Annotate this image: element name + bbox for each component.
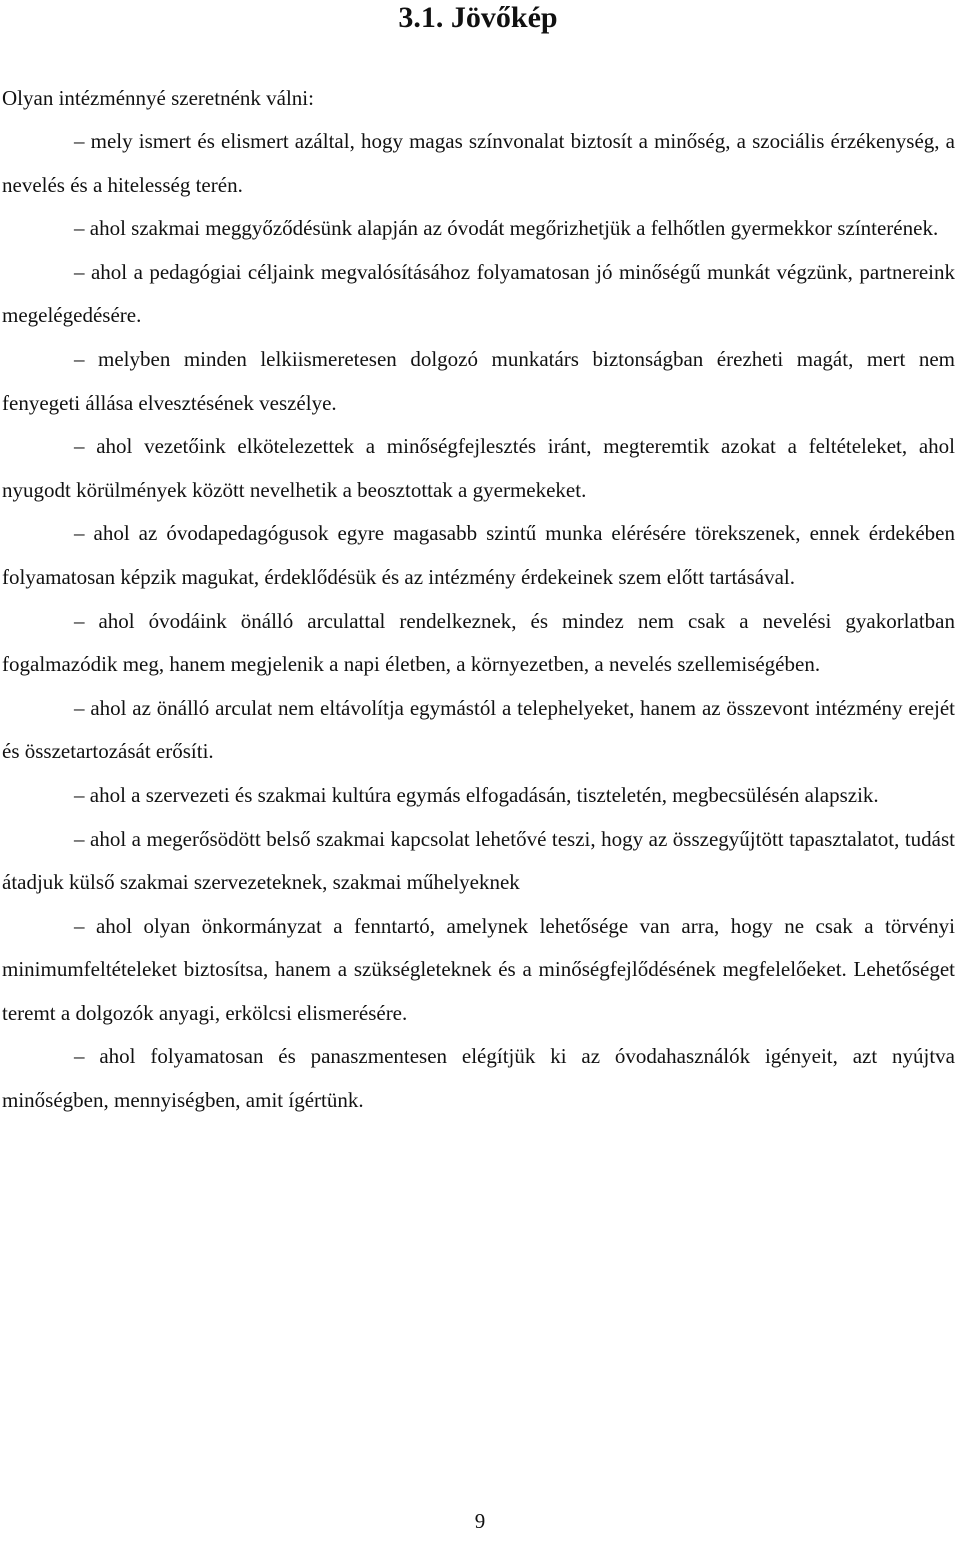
page-number: 9 bbox=[474, 1509, 486, 1533]
section-heading-text: 3.1. Jövőkép bbox=[398, 1, 558, 34]
list-item: – ahol olyan önkormányzat a fenntartó, amelynek lehetősége van arra, hogy ne csak a törvényi minimumfeltételeket biztosítsa, hanem a szükségleteknek és a minőségfejlődésének megfelelőeket. Lehetőséget teremt a dolgozók anyagi, erkölcsi elismerésére. bbox=[2, 913, 955, 1025]
list-item: – ahol folyamatosan és panaszmentesen elégítjük ki az óvodahasználók igényeit, azt nyújtva minőségben, mennyiségben, amit ígértünk. bbox=[2, 1044, 955, 1113]
vision-list bbox=[2, 120, 955, 1123]
list-item: – mely ismert és elismert azáltal, hogy magas színvonalat biztosít a minőség, a szociális érzékenység, a nevelés és a hitelesség terén. bbox=[2, 129, 955, 197]
list-item: – ahol a szervezeti és szakmai kultúra egymás elfogadásán, tiszteletén, megbecsülésén alapszik. bbox=[74, 782, 879, 807]
section-heading bbox=[0, 0, 960, 36]
list-item: – ahol vezetőink elkötelezettek a minőségfejlesztés iránt, megteremtik azokat a feltételeket, ahol nyugodt körülmények között nevelhetik a beosztottak a gyermekeket. bbox=[2, 434, 955, 502]
list-item: – ahol óvodáink önálló arculattal rendelkeznek, és mindez nem csak a nevelési gyakorlatban fogalmazódik meg, hanem megjelenik a napi életben, a környezetben, a nevelés szellemiségében. bbox=[2, 608, 955, 677]
list-item: – ahol a pedagógiai céljaink megvalósításához folyamatosan jó minőségű munkát végzünk, partnereink megelégedésére. bbox=[2, 259, 955, 328]
list-item: – melyben minden lelkiismeretesen dolgozó munkatárs biztonságban érezheti magát, mert nem fenyegeti állása elvesztésének veszélye. bbox=[2, 346, 955, 415]
intro-paragraph: Olyan intézménnyé szeretnénk válni: bbox=[2, 86, 314, 110]
list-item: – ahol a megerősödött belső szakmai kapcsolat lehetővé teszi, hogy az összegyűjtött tapasztalatot, tudást átadjuk külső szakmai szervezeteknek, szakmai műhelyeknek bbox=[2, 826, 955, 895]
list-item: – ahol szakmai meggyőződésünk alapján az óvodát megőrizhetjük a felhőtlen gyermekkor színterének. bbox=[74, 216, 939, 241]
list-item: – ahol az óvodapedagógusok egyre magasabb szintű munka elérésére törekszenek, ennek érdekében folyamatosan képzik magukat, érdeklődésük és az intézmény érdekeinek szem előtt tartásával. bbox=[2, 521, 955, 589]
list-item: – ahol az önálló arculat nem eltávolítja egymástól a telephelyeket, hanem az összevont intézmény erejét és összetartozását erősíti. bbox=[2, 695, 955, 764]
